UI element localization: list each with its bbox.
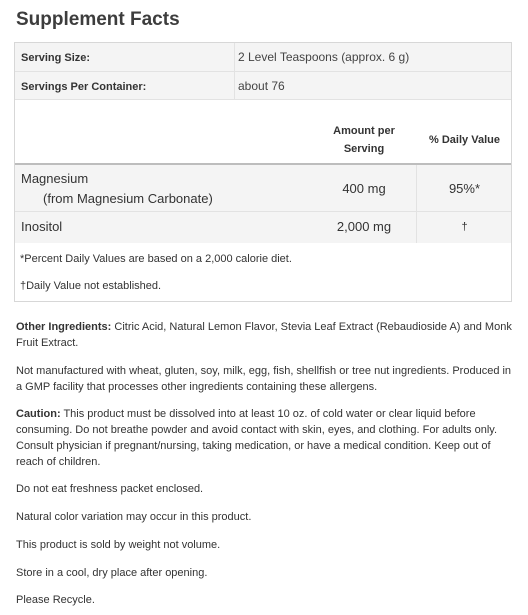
weight-note: This product is sold by weight not volume. bbox=[16, 539, 221, 551]
other-ingredients bbox=[16, 319, 516, 351]
other-ingredients-text: Citric Acid, Natural Lemon Flavor, Stevia Leaf Extract (Rebaudioside A) and Monk Fruit Extract. bbox=[16, 321, 512, 349]
table-header-row bbox=[15, 100, 511, 165]
recycle-note: Please Recycle. bbox=[16, 594, 95, 606]
nutrient-name: Magnesium bbox=[21, 171, 89, 186]
servings-per-container-label: Servings Per Container: bbox=[21, 81, 147, 93]
servings-per-container-row bbox=[15, 72, 511, 100]
page-title: Supplement Facts bbox=[16, 9, 180, 30]
freshness-packet-note: Do not eat freshness packet enclosed. bbox=[16, 483, 204, 495]
nutrient-name: Inositol bbox=[21, 219, 63, 234]
table-row bbox=[15, 165, 511, 212]
amount-header-line2: Serving bbox=[343, 143, 385, 155]
table-row bbox=[15, 212, 511, 243]
column-divider bbox=[234, 72, 235, 99]
serving-size-value: 2 Level Teaspoons (approx. 6 g) bbox=[238, 50, 410, 64]
allergen-statement: Not manufactured with wheat, gluten, soy, milk, egg, fish, shellfish or tree nut ingredients. Produced in a GMP facility that processes other ingredients containing these allergens. bbox=[16, 365, 512, 393]
other-ingredients-label: Other Ingredients: bbox=[16, 321, 112, 333]
caution-statement bbox=[16, 406, 516, 470]
serving-size-row bbox=[15, 43, 511, 72]
caution-label: Caution: bbox=[16, 408, 61, 420]
servings-per-container-value: about 76 bbox=[238, 79, 285, 93]
not-established-footnote: †Daily Value not established. bbox=[20, 280, 162, 292]
serving-size-label: Serving Size: bbox=[21, 52, 91, 64]
caution-text: This product must be dissolved into at least 10 oz. of cold water or clear liquid before consuming. Do not breathe powder and avoid contact with skin, eyes, and clothing. For adults only. Consult physician if pregnant/nursing, taking medication, or have a medical condition. Keep out of reach of children. bbox=[16, 408, 498, 468]
supplement-facts-table bbox=[14, 42, 512, 302]
amount-header-line1: Amount per bbox=[333, 125, 395, 137]
daily-value-footnote: *Percent Daily Values are based on a 2,000 calorie diet. bbox=[20, 253, 292, 265]
color-variation-note: Natural color variation may occur in this product. bbox=[16, 511, 252, 523]
daily-value-header: % Daily Value bbox=[429, 134, 500, 146]
storage-note: Store in a cool, dry place after opening. bbox=[16, 567, 208, 579]
nutrient-amount: 400 mg bbox=[342, 181, 386, 196]
nutrient-daily-value: † bbox=[461, 221, 468, 233]
nutrient-source: (from Magnesium Carbonate) bbox=[43, 191, 213, 206]
column-divider bbox=[234, 43, 235, 71]
nutrient-amount: 2,000 mg bbox=[336, 219, 392, 234]
amount-per-serving-header bbox=[312, 122, 416, 158]
nutrient-daily-value: 95%* bbox=[448, 181, 481, 196]
